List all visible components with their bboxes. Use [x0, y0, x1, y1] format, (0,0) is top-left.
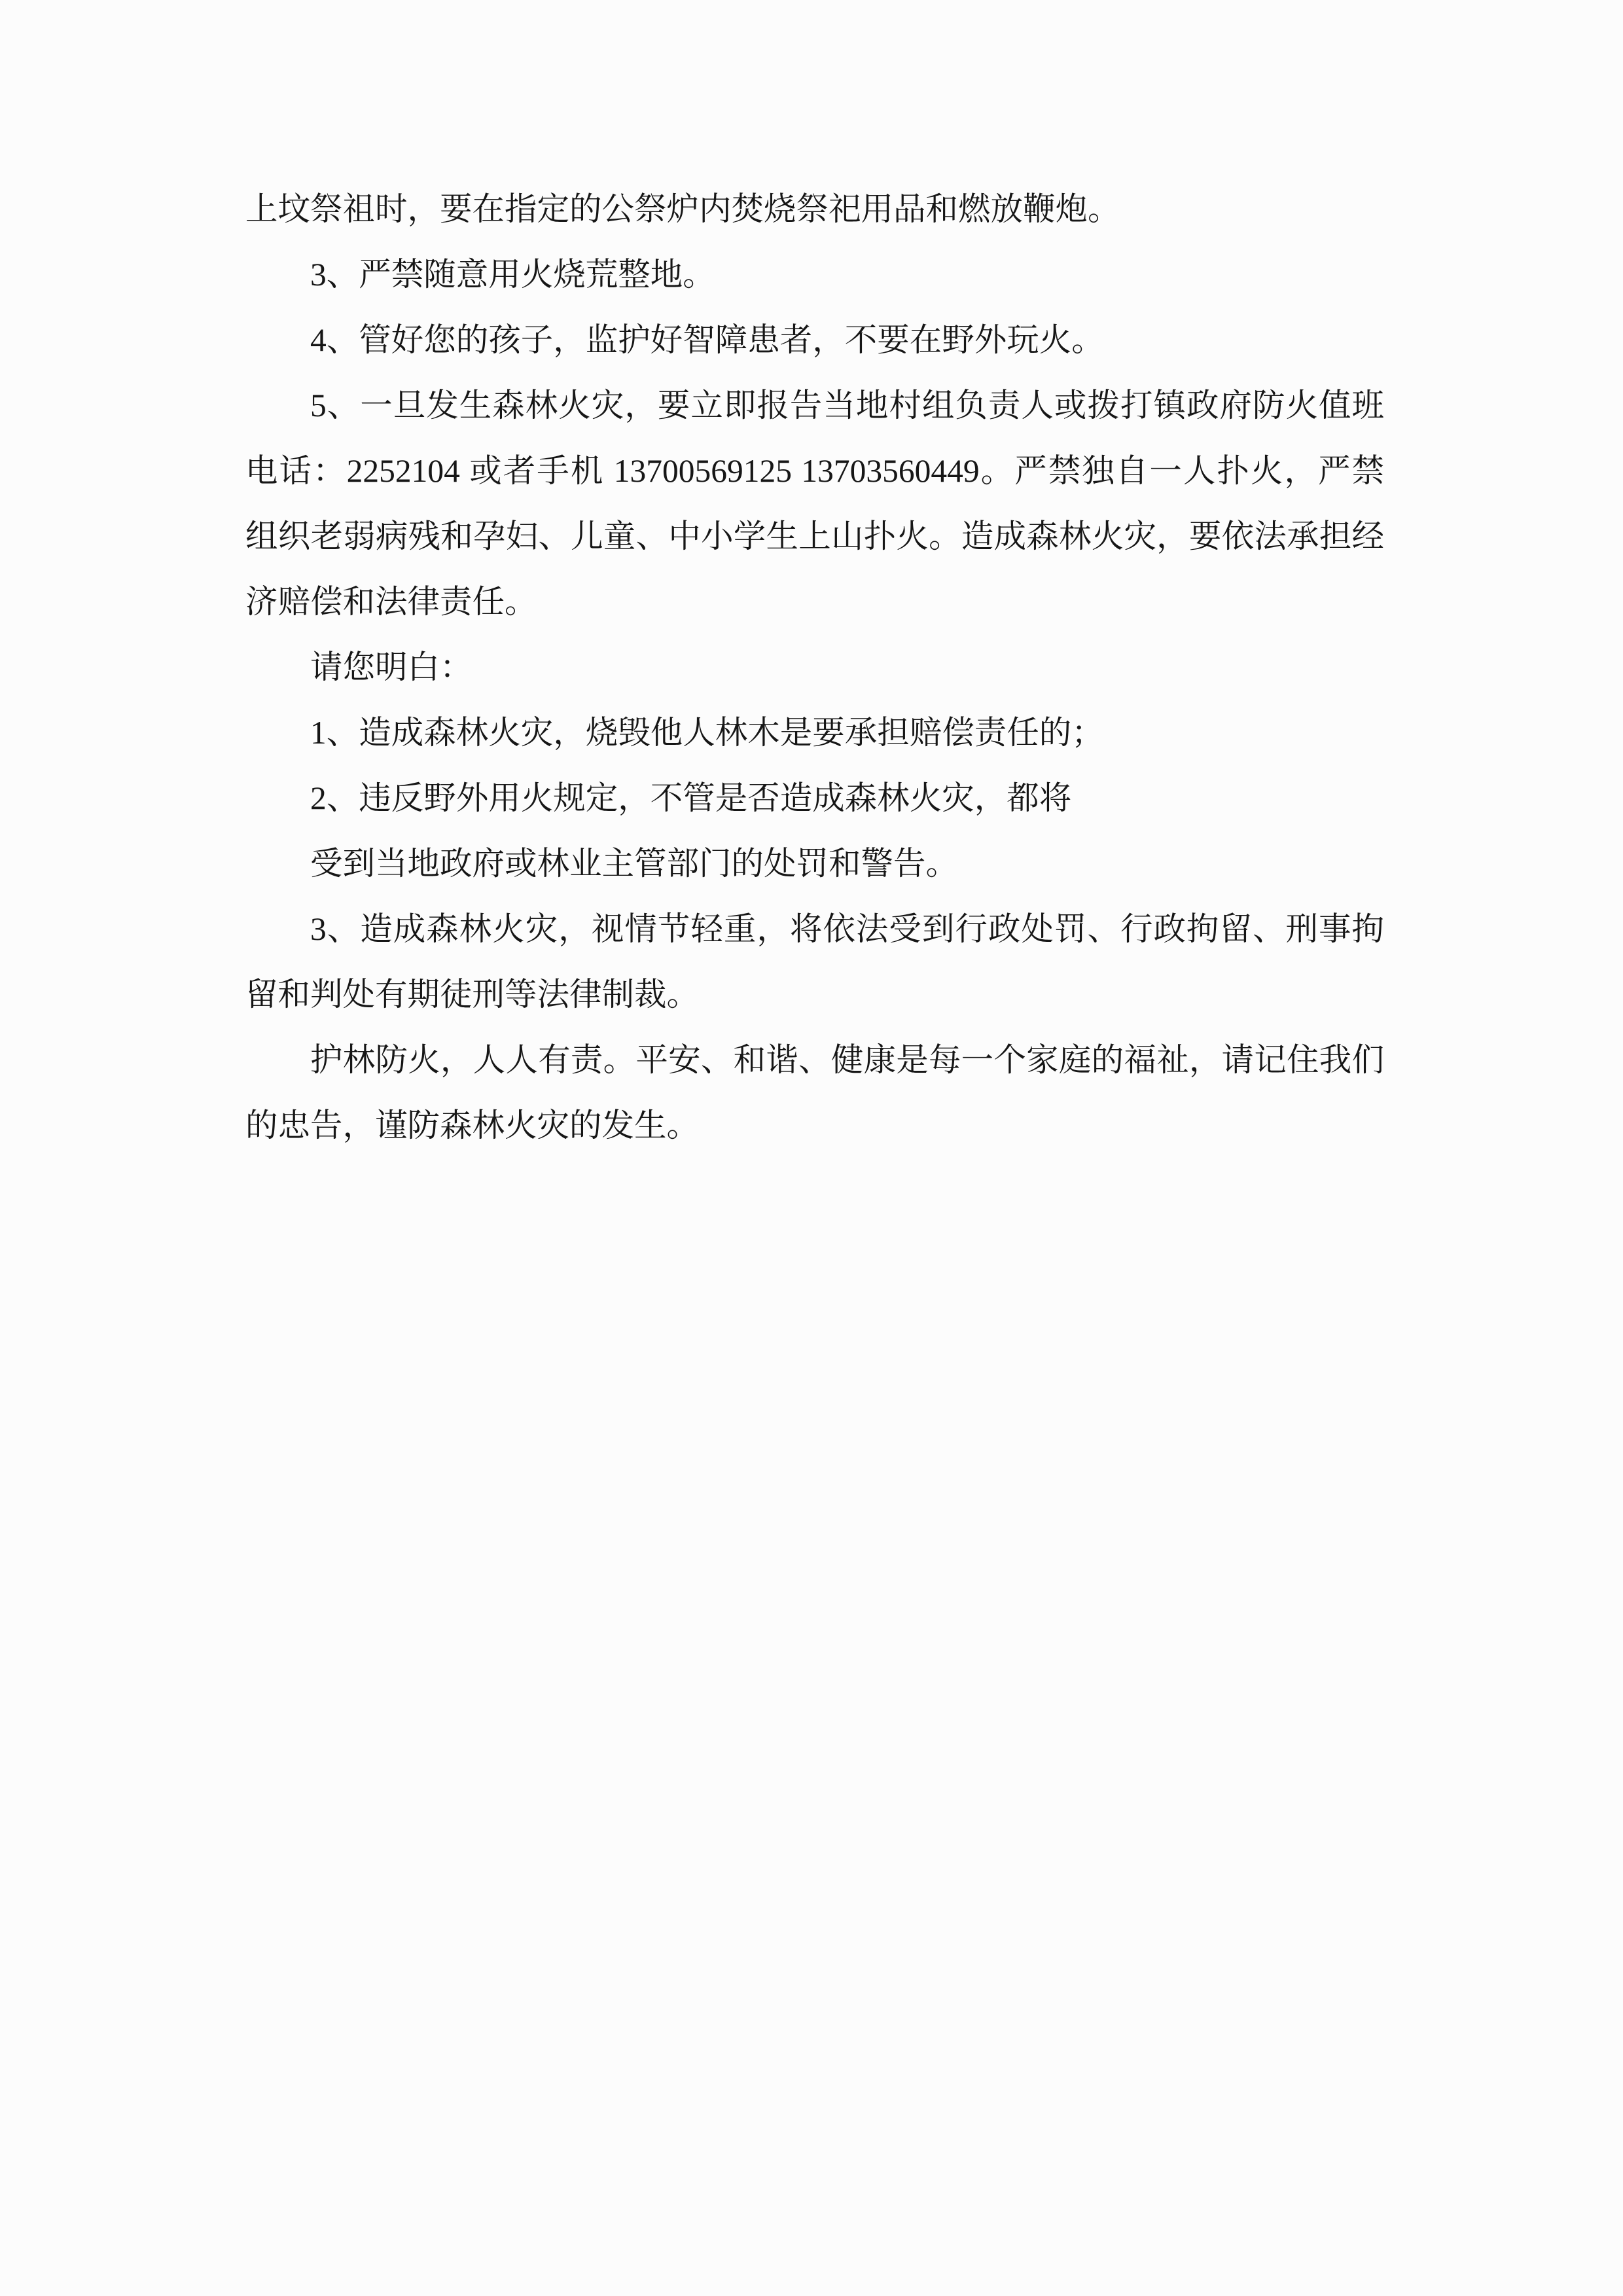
text-line: 4、管好您的孩子，监护好智障患者，不要在野外玩火。 — [310, 322, 1104, 358]
text-line: 留和判处有期徒刑等法律制裁。 — [245, 977, 699, 1013]
text-line: 3、造成森林火灾，视情节轻重，将依法受到行政处罚、行政拘留、刑事拘 — [310, 911, 1384, 947]
text-line: 3、严禁随意用火烧荒整地。 — [310, 257, 715, 293]
text-line: 护林防火，人人有责。平安、和谐、健康是每一个家庭的福祉，请记住我们 — [310, 1042, 1384, 1078]
document-body — [245, 177, 1384, 1158]
text-line: 2、违反野外用火规定，不管是否造成森林火灾，都将 — [310, 780, 1072, 816]
text-line: 的忠告，谨防森林火灾的发生。 — [245, 1107, 699, 1143]
text-line: 组织老弱病残和孕妇、儿童、中小学生上山扑火。造成森林火灾，要依法承担经 — [245, 518, 1384, 554]
text-line: 济赔偿和法律责任。 — [245, 584, 537, 620]
text-line: 5、一旦发生森林火灾，要立即报告当地村组负责人或拨打镇政府防火值班 — [310, 387, 1384, 423]
text-line: 请您明白： — [310, 649, 473, 685]
text-line: 电话：2252104 或者手机 13700569125 13703560449。严禁独自一人扑火，严禁 — [245, 453, 1384, 489]
text-line: 1、造成森林火灾，烧毁他人林木是要承担赔偿责任的； — [310, 715, 1104, 751]
text-line: 上坟祭祖时，要在指定的公祭炉内焚烧祭祀用品和燃放鞭炮。 — [245, 191, 1120, 227]
text-line: 受到当地政府或林业主管部门的处罚和警告。 — [310, 846, 958, 882]
